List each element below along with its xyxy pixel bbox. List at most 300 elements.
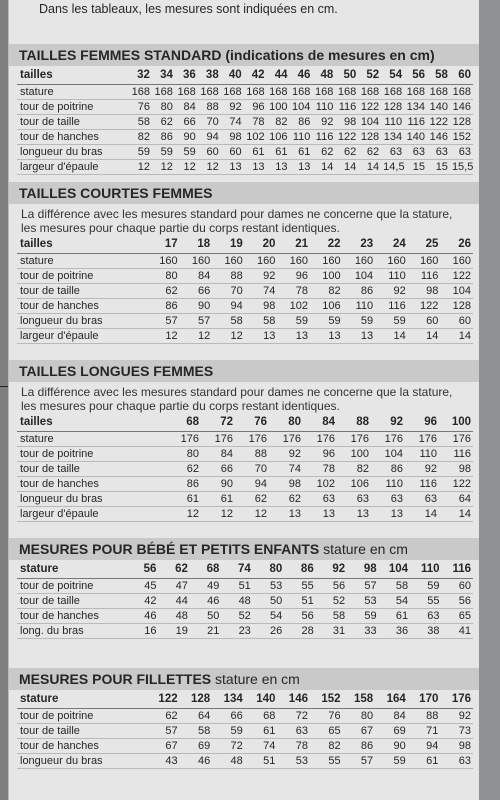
measure-cell: 56 [316,579,347,594]
size-header: 92 [371,413,405,432]
measure-cell: 66 [175,115,198,130]
measure-cell: 59 [212,724,245,739]
measure-cell: 176 [303,432,337,447]
table-row [17,254,473,269]
measure-cell: 41 [442,624,473,639]
measure-cell: 72 [212,739,245,754]
row-label: largeur d'épaule [17,507,167,522]
section-note: La différence avec les mesures standard pour dames ne concerne que la stature, les mesures pour chaque partie du corps restant identiques. [21,207,453,235]
measure-cell: 48 [158,609,189,624]
measure-cell: 51 [284,594,315,609]
measure-cell: 63 [381,145,404,160]
measure-cell: 94 [198,130,221,145]
section-fillettes [9,668,479,769]
measure-cell: 50 [190,609,221,624]
measure-cell: 69 [375,724,408,739]
row-label: tour de poitrine [17,269,147,284]
measure-cell: 168 [221,85,244,100]
table-header-row [17,560,473,579]
measure-cell: 13 [221,160,244,175]
measure-cell: 90 [375,739,408,754]
measure-cell: 59 [129,145,152,160]
size-header: 98 [347,560,378,579]
measure-cell: 122 [408,299,441,314]
measure-cell: 14 [312,160,335,175]
row-label: longueur du bras [17,754,147,769]
measure-cell: 128 [381,100,404,115]
measure-cell: 102 [277,299,310,314]
measure-cell: 50 [253,594,284,609]
measure-cell: 98 [408,284,441,299]
size-header: 96 [405,413,439,432]
measure-cell: 78 [277,284,310,299]
measure-cell: 110 [375,269,408,284]
measure-cell: 64 [180,709,213,724]
size-header: 152 [310,690,343,709]
measure-cell: 66 [212,709,245,724]
size-header: 54 [381,66,404,85]
row-label: tour de poitrine [17,579,127,594]
measure-cell: 69 [180,739,213,754]
measure-cell: 63 [405,492,439,507]
measure-cell: 94 [235,477,269,492]
table-header-row [17,235,473,254]
size-header: 92 [316,560,347,579]
size-header: 32 [129,66,152,85]
measure-cell: 80 [147,269,180,284]
table-row [17,447,473,462]
size-header: 36 [175,66,198,85]
measure-cell: 146 [450,100,473,115]
measure-cell: 110 [289,130,312,145]
measure-cell: 134 [404,100,427,115]
page-edge [0,0,8,800]
measure-cell: 28 [284,624,315,639]
measure-cell: 160 [180,254,213,269]
table-row [17,145,473,160]
size-header: 76 [235,413,269,432]
measure-cell: 168 [289,85,312,100]
measure-cell: 12 [198,160,221,175]
measure-cell: 13 [244,160,267,175]
measure-cell: 160 [277,254,310,269]
measure-cell: 96 [277,269,310,284]
section-standard [9,44,479,175]
table-header-row [17,413,473,432]
measure-cell: 14 [408,329,441,344]
measure-cell: 45 [127,579,158,594]
measure-cell: 63 [450,145,473,160]
measure-cell: 48 [212,754,245,769]
measure-cell: 168 [312,85,335,100]
measure-cell: 160 [147,254,180,269]
row-label: longueur du bras [17,314,147,329]
measure-cell: 58 [129,115,152,130]
measure-cell: 23 [221,624,252,639]
measure-cell: 100 [267,100,290,115]
measure-cell: 168 [404,85,427,100]
measure-cell: 86 [371,462,405,477]
measure-cell: 64 [439,492,473,507]
measure-cell: 59 [310,314,343,329]
table-row [17,115,473,130]
table-row [17,477,473,492]
measure-cell: 13 [267,160,290,175]
measure-cell: 19 [158,624,189,639]
measure-cell: 62 [312,145,335,160]
measure-cell: 57 [347,579,378,594]
measure-cell: 63 [303,492,337,507]
section-subtitle: stature en cm [215,671,300,687]
measure-cell: 13 [371,507,405,522]
row-label: stature [17,254,147,269]
measure-cell: 84 [175,100,198,115]
measure-cell: 13 [303,507,337,522]
measure-cell: 12 [180,329,213,344]
measure-cell: 59 [375,754,408,769]
measure-cell: 59 [410,579,441,594]
measure-cell: 63 [277,724,310,739]
measure-cell: 86 [147,299,180,314]
row-label-header: stature [17,560,127,579]
measure-cell: 57 [180,314,213,329]
size-header: 24 [375,235,408,254]
table-row [17,594,473,609]
measure-cell: 46 [190,594,221,609]
measure-cell: 13 [269,507,303,522]
measure-cell: 54 [379,594,410,609]
row-label: tour de poitrine [17,709,147,724]
measure-cell: 98 [269,477,303,492]
measure-cell: 160 [310,254,343,269]
section-title: TAILLES LONGUES FEMMES [9,360,479,382]
measure-cell: 62 [358,145,381,160]
measure-cell: 66 [201,462,235,477]
measure-cell: 102 [244,130,267,145]
measure-cell: 104 [289,100,312,115]
measure-cell: 70 [212,284,245,299]
measure-cell: 51 [221,579,252,594]
measure-cell: 58 [212,314,245,329]
measure-cell: 63 [410,609,441,624]
measure-cell: 86 [343,284,376,299]
measure-cell: 58 [316,609,347,624]
measure-cell: 160 [343,254,376,269]
measure-cell: 82 [267,115,290,130]
measure-cell: 176 [439,432,473,447]
table-row [17,462,473,477]
measure-cell: 90 [201,477,235,492]
measure-cell: 176 [235,432,269,447]
measure-cell: 15 [404,160,427,175]
row-label-header: tailles [17,235,147,254]
measure-cell: 122 [358,100,381,115]
measure-cell: 80 [343,709,376,724]
measure-cell: 168 [335,85,358,100]
measure-cell: 80 [152,100,175,115]
size-header: 34 [152,66,175,85]
measure-cell: 55 [310,754,343,769]
measure-cell: 71 [408,724,441,739]
table-row [17,329,473,344]
measure-cell: 66 [180,284,213,299]
measure-cell: 14 [440,329,473,344]
row-label: tour de hanches [17,609,127,624]
measure-cell: 160 [408,254,441,269]
measure-cell: 74 [245,739,278,754]
table-header-row [17,690,473,709]
measure-cell: 88 [198,100,221,115]
size-header: 56 [127,560,158,579]
measure-cell: 176 [201,432,235,447]
size-header: 25 [408,235,441,254]
measure-cell: 14,5 [383,161,405,173]
table-row [17,284,473,299]
measure-cell: 55 [410,594,441,609]
measure-cell: 60 [198,145,221,160]
measure-cell: 84 [201,447,235,462]
measure-cell: 14 [358,160,381,175]
measure-cell: 54 [253,609,284,624]
table-row [17,492,473,507]
measure-cell: 14 [375,329,408,344]
table-standard [17,66,473,175]
section-longues [9,360,479,522]
table-header-row [17,66,473,85]
row-label: longueur du bras [17,145,129,160]
size-header: 23 [343,235,376,254]
size-header: 56 [404,66,427,85]
section-title: TAILLES COURTES FEMMES [9,182,479,204]
measure-cell: 92 [221,100,244,115]
measure-cell: 15,5 [451,161,474,173]
margin-mark [0,386,8,387]
measure-cell: 16 [127,624,158,639]
size-header: 44 [267,66,290,85]
measure-cell: 94 [212,299,245,314]
measure-cell: 98 [335,115,358,130]
size-header: 122 [147,690,180,709]
size-header: 104 [379,560,410,579]
measure-cell: 73 [440,724,473,739]
size-header: 26 [440,235,473,254]
measure-cell: 65 [310,724,343,739]
measure-cell: 122 [440,269,473,284]
row-label: largeur d'épaule [17,160,129,175]
row-label: tour de hanches [17,739,147,754]
measure-cell: 116 [405,477,439,492]
measure-cell: 98 [245,299,278,314]
measure-cell: 62 [152,115,175,130]
measure-cell: 46 [180,754,213,769]
measure-cell: 62 [235,492,269,507]
size-header: 20 [245,235,278,254]
measure-cell: 13 [343,329,376,344]
measure-cell: 43 [147,754,180,769]
measure-cell: 116 [335,100,358,115]
measure-cell: 14 [405,507,439,522]
size-header: 60 [450,66,473,85]
size-header: 88 [337,413,371,432]
measure-cell: 76 [129,100,152,115]
size-header: 72 [201,413,235,432]
measure-cell: 146 [427,130,450,145]
measure-cell: 59 [277,314,310,329]
measure-cell: 12 [147,329,180,344]
row-label-header: tailles [17,66,129,85]
size-header: 110 [410,560,441,579]
measure-cell: 70 [198,115,221,130]
measure-cell: 98 [221,130,244,145]
table-row [17,130,473,145]
measure-cell: 62 [147,284,180,299]
row-label-header: tailles [17,413,167,432]
measure-cell: 63 [371,492,405,507]
measure-cell: 63 [404,145,427,160]
row-label: stature [17,85,129,100]
measure-cell: 116 [439,447,473,462]
size-header: 62 [158,560,189,579]
measure-cell: 168 [358,85,381,100]
measure-cell: 168 [450,85,473,100]
measure-cell: 59 [175,145,198,160]
measure-cell: 13 [245,329,278,344]
measure-cell: 104 [358,115,381,130]
measure-cell: 110 [405,447,439,462]
size-header: 42 [244,66,267,85]
measure-cell: 13 [277,329,310,344]
measure-cell: 12 [212,329,245,344]
measure-cell: 92 [440,709,473,724]
measure-cell: 80 [167,447,201,462]
measure-cell: 92 [312,115,335,130]
row-label: tour de hanches [17,299,147,314]
row-label: tour de taille [17,115,129,130]
measure-cell: 72 [277,709,310,724]
measure-cell: 140 [427,100,450,115]
size-header: 80 [269,413,303,432]
measure-cell: 88 [235,447,269,462]
size-header: 48 [312,66,335,85]
table-row [17,432,473,447]
measure-cell: 140 [404,130,427,145]
row-label: longueur du bras [17,492,167,507]
table-row [17,314,473,329]
size-header: 17 [147,235,180,254]
table-row [17,85,473,100]
measure-cell: 62 [269,492,303,507]
size-header: 21 [277,235,310,254]
measure-cell: 104 [343,269,376,284]
measure-cell: 61 [245,724,278,739]
table-row [17,100,473,115]
measure-cell: 122 [427,115,450,130]
size-header: 50 [335,66,358,85]
size-header: 116 [442,560,473,579]
size-header: 146 [277,690,310,709]
measure-cell: 26 [253,624,284,639]
measure-cell: 12 [152,160,175,175]
size-header: 176 [440,690,473,709]
row-label: tour de poitrine [17,100,129,115]
measure-cell: 98 [439,462,473,477]
measure-cell: 61 [289,145,312,160]
measure-cell: 110 [381,115,404,130]
measure-cell: 82 [129,130,152,145]
measure-cell: 58 [379,579,410,594]
table-row [17,624,473,639]
measure-cell: 168 [198,85,221,100]
section-title-main: MESURES POUR BÉBÉ ET PETITS ENFANTS [19,541,320,557]
section-title: TAILLES FEMMES STANDARD (indications de mesures en cm) [9,44,479,66]
measure-cell: 176 [405,432,439,447]
measure-cell: 86 [343,739,376,754]
measure-cell: 116 [312,130,335,145]
table-row [17,709,473,724]
table-row [17,269,473,284]
measure-cell: 60 [440,314,473,329]
measure-cell: 82 [310,739,343,754]
measure-cell: 96 [303,447,337,462]
row-label: long. du bras [17,624,127,639]
measure-cell: 94 [408,739,441,754]
table-row [17,724,473,739]
size-header: 170 [408,690,441,709]
measure-cell: 63 [337,492,371,507]
table-fillettes [17,690,473,769]
measure-cell: 74 [245,284,278,299]
measure-cell: 21 [190,624,221,639]
measure-cell: 33 [347,624,378,639]
intro-text: Dans les tableaux, les mesures sont indiquées en cm. [39,2,338,16]
measure-cell: 60 [408,314,441,329]
measure-cell: 49 [190,579,221,594]
measure-cell: 56 [442,594,473,609]
measure-cell: 68 [245,709,278,724]
measure-cell: 78 [277,739,310,754]
measure-cell: 128 [450,115,473,130]
measure-cell: 116 [375,299,408,314]
size-header: 38 [198,66,221,85]
size-header: 52 [358,66,381,85]
row-label: stature [17,432,167,447]
row-label: tour de poitrine [17,447,167,462]
measure-cell: 59 [152,145,175,160]
size-header: 19 [212,235,245,254]
measure-cell: 92 [375,284,408,299]
measure-cell: 12 [201,507,235,522]
measure-cell: 104 [440,284,473,299]
measure-cell: 76 [310,709,343,724]
size-header: 140 [245,690,278,709]
measure-cell: 110 [371,477,405,492]
table-row [17,160,473,175]
measure-cell: 58 [180,724,213,739]
measure-cell: 110 [312,100,335,115]
measure-cell: 176 [371,432,405,447]
measure-cell: 92 [245,269,278,284]
size-header: 100 [439,413,473,432]
measure-cell: 52 [221,609,252,624]
row-label-header: stature [17,690,147,709]
size-header: 46 [289,66,312,85]
table-row [17,739,473,754]
measure-cell: 63 [440,754,473,769]
measure-cell: 60 [442,579,473,594]
measure-cell: 152 [450,130,473,145]
measure-cell: 116 [408,269,441,284]
measure-cell: 168 [175,85,198,100]
